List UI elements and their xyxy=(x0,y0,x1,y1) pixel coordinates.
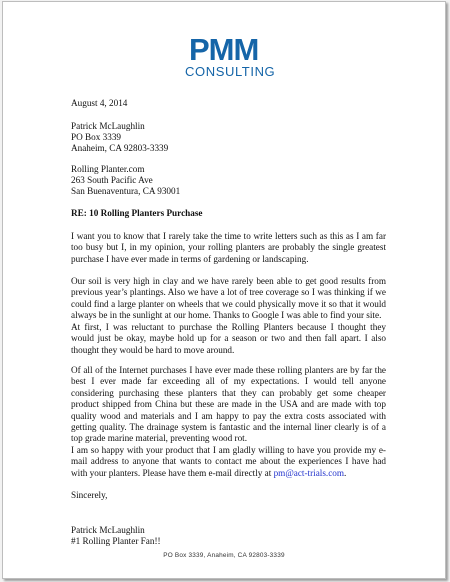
body-paragraph-2: Our soil is very high in clay and we have rarely been able to get good results from previous year’s plantings. Also we have a lot of tree coverage so I was thinking if we could find a large planter on wheels that we could physically move it so that it would always be in the sunlight at our home. Thanks to Google I was able to find your site. xyxy=(71,276,386,321)
body-paragraph-5-text: I am so happy with your product that I am gladly willing to have you provide my e-mail address to anyone that wants to contact me about the experiences I have had with your planters. Please have them e-mail directly at xyxy=(71,445,386,478)
sender-address-line2: Anaheim, CA 92803-3339 xyxy=(71,143,169,153)
email-suffix: . xyxy=(344,467,347,478)
email-link[interactable]: pm@act-trials.com xyxy=(273,467,345,478)
body-paragraph-5 xyxy=(71,445,386,479)
pmm-consulting-logo xyxy=(183,34,303,82)
signature-name: Patrick McLaughlin xyxy=(71,525,145,535)
body-paragraph-3: At first, I was reluctant to purchase the Rolling Planters because I thought they would just be okay, maybe hold up for a season or two and then fall apart. I also thought they would be hard to move around. xyxy=(71,322,386,355)
letter-subject: RE: 10 Rolling Planters Purchase xyxy=(71,208,203,218)
recipient-address-line2: San Buenaventura, CA 93001 xyxy=(71,186,181,196)
body-paragraph-1: I want you to know that I rarely take the time to write letters such as this as I am far too busy but I, in my opinion, your rolling planters are probably the single greatest purchase I have ever made in terms of gardening or landscaping. xyxy=(71,231,386,264)
body-paragraph-4: Of all of the Internet purchases I have ever made these rolling planters are by far the best I ever made far exceeding all of my expectations. I would tell anyone considering purchasing these planters that they can probably get some cheaper product shipped from China but these are made in the USA and are made with top quality wood and materials and I am happy to pay the extra costs associated with getting quality. The drainage system is fantastic and the internal liner clearly is of a top grade marine material, preventing wood rot. xyxy=(71,365,386,444)
logo-wordmark: PMM xyxy=(189,32,259,67)
sender-address-line1: PO Box 3339 xyxy=(71,132,122,142)
recipient-company: Rolling Planter.com xyxy=(71,164,145,174)
signature-title: #1 Rolling Planter Fan!! xyxy=(71,536,161,546)
recipient-address-line1: 263 South Pacific Ave xyxy=(71,175,153,185)
letter-date: August 4, 2014 xyxy=(71,98,128,108)
letter-closing: Sincerely, xyxy=(71,490,108,500)
logo-subtitle: CONSULTING xyxy=(185,64,276,79)
footer-address: PO Box 3339, Anaheim, CA 92803-3339 xyxy=(163,552,285,559)
sender-name: Patrick McLaughlin xyxy=(71,121,145,131)
letter-page xyxy=(2,1,446,579)
